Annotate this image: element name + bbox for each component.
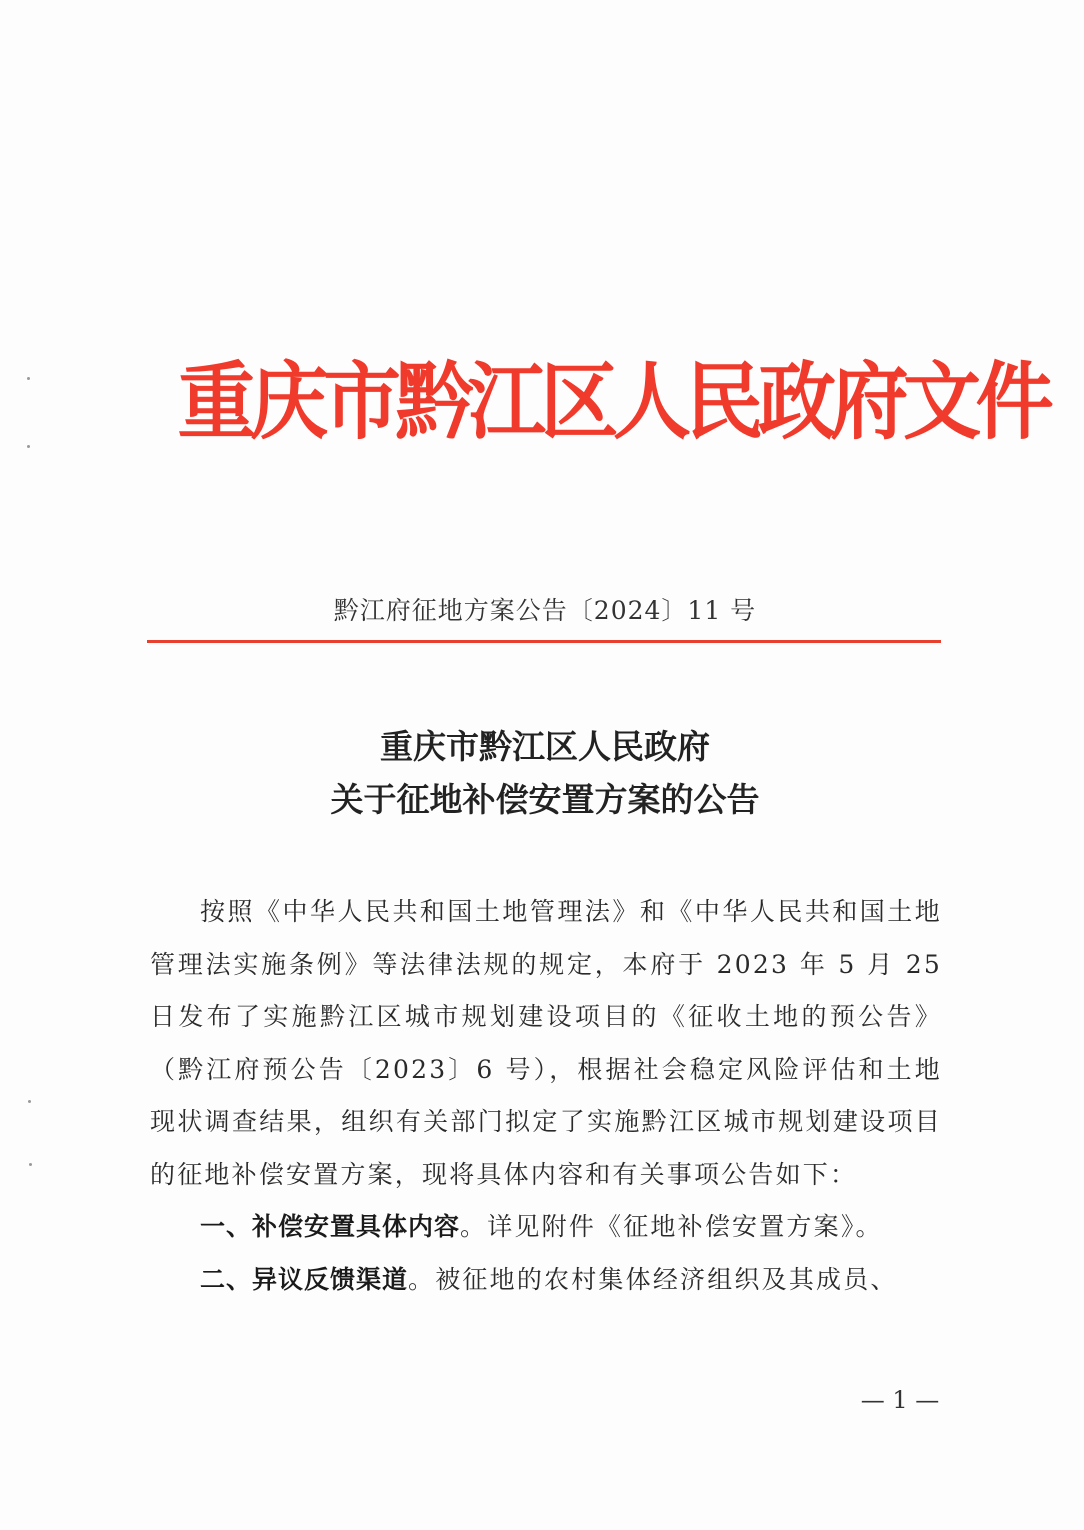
body-item-2	[150, 1254, 942, 1307]
scan-speck	[28, 1100, 31, 1103]
item-2-heading: 二、异议反馈渠道	[200, 1264, 409, 1294]
page-number: — 1 —	[860, 1386, 940, 1414]
announcement-body	[150, 886, 942, 1306]
item-1-heading: 一、补偿安置具体内容	[200, 1212, 461, 1241]
document-masthead: 重庆市黔江区人民政府文件	[177, 353, 1049, 451]
item-2-text: 。被征地的农村集体经济组织及其成员、	[408, 1264, 898, 1294]
scan-speck	[29, 1163, 32, 1166]
scan-speck	[27, 445, 30, 448]
body-paragraph-intro: 按照《中华人民共和国土地管理法》和《中华人民共和国土地管理法实施条例》等法律法规的规定，本府于 2023 年 5 月 25 日发布了实施黔江区城市规划建设项目的《征收土地的预公告》（黔江府预公告〔2023〕6 号），根据社会稳定风险评估和土地现状调查结果，组织有关部门拟定了实施黔江区城市规划建设项目的征地补偿安置方案，现将具体内容和有关事项公告如下：	[150, 897, 942, 1189]
scan-speck	[27, 377, 30, 380]
announcement-title-line-1: 重庆市黔江区人民政府	[380, 727, 710, 766]
item-1-text: 。详见附件《征地补偿安置方案》。	[460, 1212, 883, 1241]
announcement-title-line-2: 关于征地补偿安置方案的公告	[330, 780, 760, 819]
document-number: 黔江府征地方案公告〔2024〕11 号	[333, 596, 757, 625]
body-item-1	[150, 1201, 942, 1254]
red-separator-rule	[147, 640, 941, 643]
